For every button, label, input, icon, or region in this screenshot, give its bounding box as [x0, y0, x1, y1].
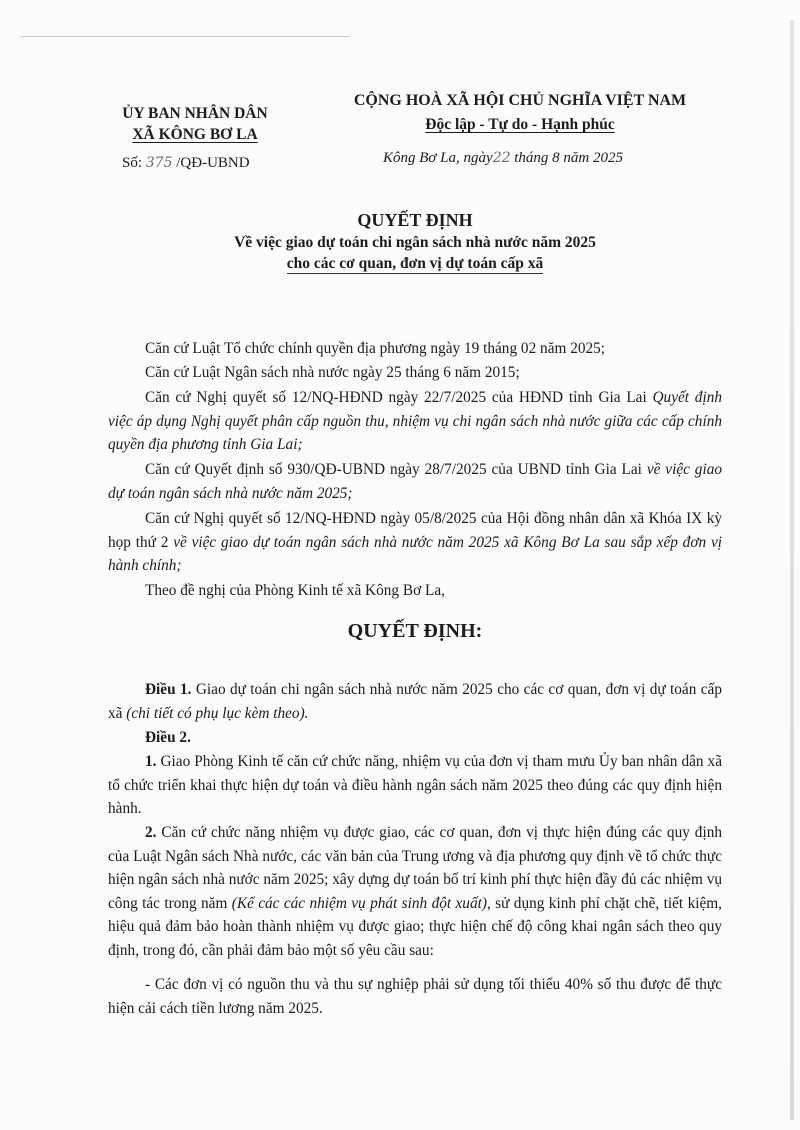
preamble-text: Căn cứ Quyết định số 930/QĐ-UBND ngày 28/7/2025 của UBND tỉnh Gia Lai — [145, 461, 647, 478]
preamble-text: Theo đề nghị của Phòng Kinh tế xã Kông Bơ La, — [145, 582, 445, 599]
date-prefix: Kông Bơ La, ngày — [383, 150, 493, 166]
issuing-agency — [100, 103, 290, 145]
place-date — [383, 150, 623, 167]
clause-text-cont: , sử dụng kinh phí chặt chẽ, tiết kiệm, hiệu quả đảm bảo hoàn thành nhiệm vụ được giao; thực hiện chế độ công khai ngân sách theo quy định, trong đó, cần phải đảm bảo một số yêu cầu sau: — [108, 894, 722, 959]
scan-page-edge — [790, 20, 794, 1120]
preamble-6 — [108, 579, 722, 603]
preamble-3 — [108, 386, 722, 457]
article-2-clause-1 — [108, 750, 722, 821]
article-1 — [108, 678, 722, 725]
preamble-5 — [108, 507, 722, 578]
preamble-italic: về việc giao dự toán ngân sách nhà nước năm 2025 xã Kông Bơ La sau sắp xếp đơn vị hành chính; — [108, 533, 722, 574]
national-motto — [330, 90, 710, 135]
article-2-label: Điều 2. — [145, 729, 191, 746]
decision-heading: QUYẾT ĐỊNH: — [347, 620, 483, 642]
title-subject-2: cho các cơ quan, đơn vị dự toán cấp xã — [286, 255, 544, 272]
preamble-text: Căn cứ Nghị quyết số 12/NQ-HĐND ngày 05/8/2025 của Hội đồng nhân dân xã Khóa IX kỳ họp thứ 2 — [108, 510, 722, 551]
number-prefix: Số: — [122, 155, 143, 171]
title-main: QUYẾT ĐỊNH — [357, 210, 473, 230]
handwritten-day: 22 — [492, 150, 511, 166]
document-title — [108, 208, 722, 274]
document-number — [122, 155, 250, 172]
preamble-4 — [108, 458, 722, 505]
clause-label: 1. — [145, 753, 157, 770]
article-2-clause-2 — [108, 821, 722, 962]
preamble-text: Căn cứ Luật Tổ chức chính quyền địa phương ngày 19 tháng 02 năm 2025; — [145, 340, 606, 357]
handwritten-number: 375 — [145, 155, 173, 171]
motto: Độc lập - Tự do - Hạnh phúc — [425, 116, 615, 133]
article-label: Điều 1. — [145, 681, 192, 698]
date-suffix: tháng 8 năm 2025 — [510, 150, 624, 166]
clause-italic: (Kể các các nhiệm vụ phát sinh đột xuất) — [231, 894, 487, 912]
preamble-2 — [108, 361, 722, 385]
agency-line-1: ỦY BAN NHÂN DÂN — [122, 105, 268, 122]
title-subject-1: Về việc giao dự toán chi ngân sách nhà nước năm 2025 — [234, 234, 596, 251]
agency-line-2 — [100, 124, 290, 145]
scan-artifact-line — [20, 36, 350, 37]
preamble-1 — [108, 337, 722, 361]
preamble-text: Căn cứ Nghị quyết số 12/NQ-HĐND ngày 22/7/2025 của HĐND tỉnh Gia Lai — [145, 389, 653, 406]
clause-text: Căn cứ chức năng nhiệm vụ được giao, các cơ quan, đơn vị thực hiện đúng các quy định của Luật Ngân sách Nhà nước, các văn bản của Trung ương và địa phương quy định về tổ chức thực hiện ngân sách nhà nước năm 2025; xây dựng dự toán bố trí kinh phí thực hiện đầy đủ các nhiệm vụ công tác trong năm — [108, 824, 722, 912]
clause-label: 2. — [145, 824, 157, 841]
preamble-text: Căn cứ Luật Ngân sách nhà nước ngày 25 tháng 6 năm 2015; — [145, 364, 520, 381]
article-text: Giao dự toán chi ngân sách nhà nước năm 2025 cho các cơ quan, đơn vị dự toán cấp xã — [108, 681, 722, 722]
preamble-italic: Quyết định việc áp dụng Nghị quyết phân cấp nguồn thu, nhiệm vụ chi ngân sách nhà nước giữa các cấp chính quyền địa phương tỉnh Gia Lai; — [108, 389, 723, 453]
article-italic: (chi tiết có phụ lục kèm theo). — [126, 704, 309, 722]
number-suffix: /QĐ-UBND — [176, 155, 250, 171]
agency-name: XÃ KÔNG BƠ LA — [132, 126, 258, 143]
article-2-bullet-1: - Các đơn vị có nguồn thu và thu sự nghiệp phải sử dụng tối thiểu 40% số thu được để thực hiện cải cách tiền lương năm 2025. — [108, 976, 722, 1017]
nation-name: CỘNG HOÀ XÃ HỘI CHỦ NGHĨA VIỆT NAM — [353, 92, 687, 109]
clause-text: Giao Phòng Kinh tế căn cứ chức năng, nhiệm vụ của đơn vị tham mưu Ủy ban nhân dân xã tổ chức triển khai thực hiện dự toán và điều hành ngân sách năm 2025 theo đúng các quy định hiện hành. — [108, 753, 722, 817]
preamble-italic: về việc giao dự toán ngân sách nhà nước năm 2025; — [108, 461, 722, 502]
